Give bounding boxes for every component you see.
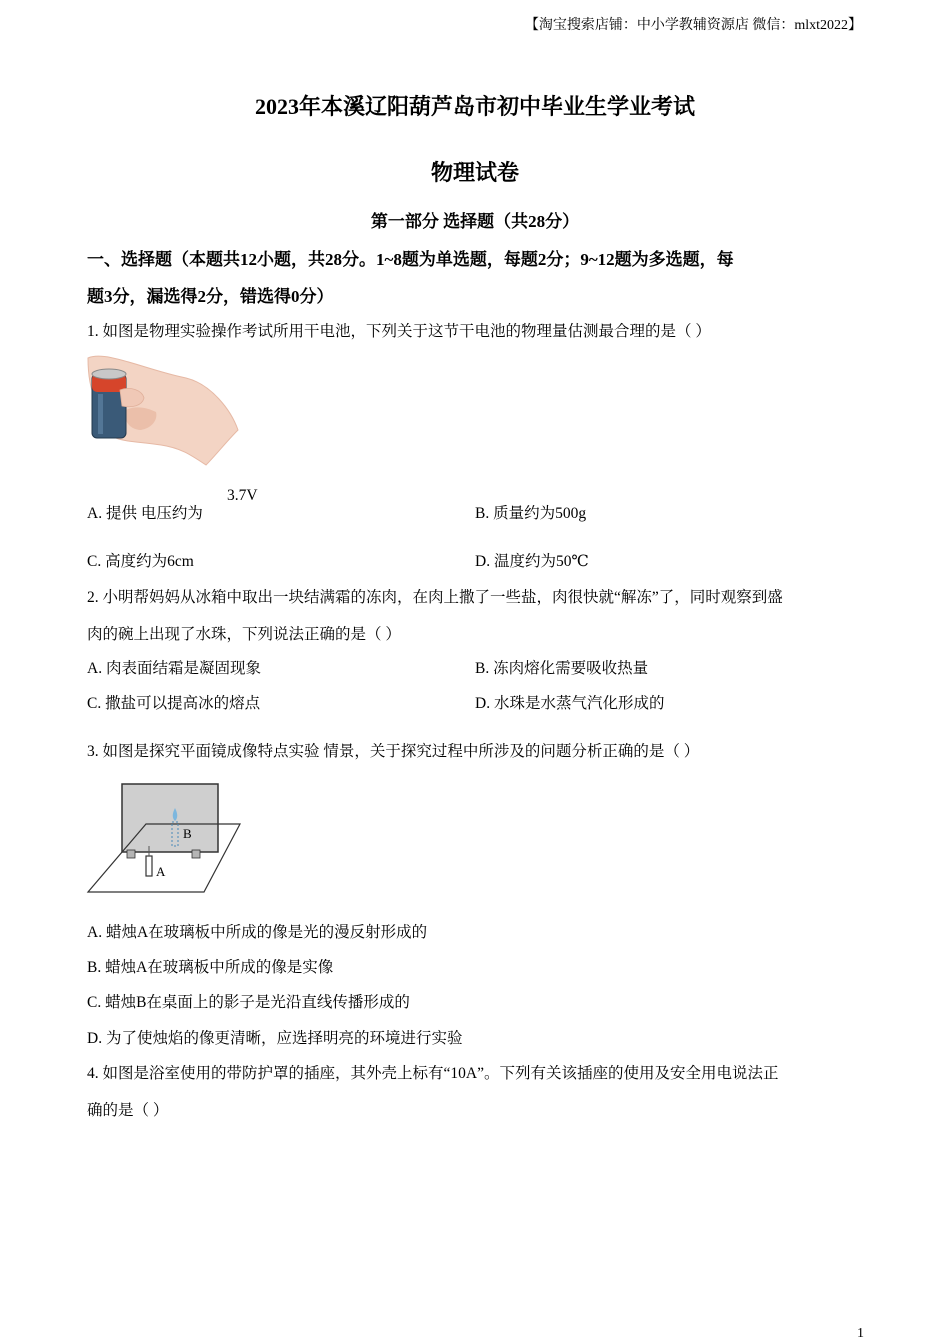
- q4-stem-line2: 确的是（ ）: [87, 1102, 169, 1119]
- exam-title: 2023年本溪辽阳葫芦岛市初中毕业生学业考试: [254, 94, 695, 119]
- battery-in-hand-figure: [86, 350, 244, 470]
- q3-option-d: D. 为了使烛焰的像更清晰，应选择明亮的环境进行实验: [87, 1030, 463, 1047]
- q1-option-b: B. 质量约为500g: [475, 505, 587, 522]
- section-heading-line2: 题3分，漏选得2分，错选得0分）: [87, 287, 334, 306]
- q4-stem-line1: 4. 如图是浴室使用的带防护罩的插座，其外壳上标有“10A”。下列有关该插座的使用及安全用电说法正: [87, 1065, 779, 1082]
- q1-option-a: [87, 501, 203, 523]
- q3-option-b: B. 蜡烛A在玻璃板中所成的像是实像: [87, 959, 334, 976]
- q2-stem-line2: 肉的碗上出现了水珠，下列说法正确的是（ ）: [87, 626, 401, 643]
- header-note: 【淘宝搜索店铺：中小学教辅资源店 微信：mlxt2022】: [524, 18, 862, 33]
- q1-option-c: C. 高度约为6cm: [87, 553, 194, 570]
- q2-stem-line1: 2. 小明帮妈妈从冰箱中取出一块结满霜的冻肉，在肉上撒了一些盐，肉很快就“解冻”了，同时观察到盛: [87, 589, 783, 606]
- q2-option-a: A. 肉表面结霜是凝固现象: [87, 660, 261, 677]
- page-number: 1: [857, 1326, 864, 1341]
- exam-subtitle: 物理试卷: [430, 160, 519, 185]
- q3-option-c: C. 蜡烛B在桌面上的影子是光沿直线传播形成的: [87, 994, 410, 1011]
- q3-stem: 3. 如图是探究平面镜成像特点实验 情景，关于探究过程中所涉及的问题分析正确的是（ ）: [87, 743, 700, 760]
- section-heading-line1: 一、选择题（本题共12小题，共28分。1~8题为单选题，每题2分；9~12题为多选题，每: [87, 250, 734, 269]
- q1-option-a-value: 3.7V: [227, 487, 258, 504]
- label-b: B: [183, 826, 192, 841]
- part-title: 第一部分 选择题（共28分）: [370, 212, 580, 231]
- plane-mirror-experiment-figure: [86, 780, 244, 896]
- q2-option-d: D. 水珠是水蒸气汽化形成的: [475, 695, 665, 712]
- q1-stem: 1. 如图是物理实验操作考试所用干电池，下列关于这节干电池的物理量估测最合理的是（ ）: [87, 323, 711, 340]
- q1-option-d: D. 温度约为50℃: [475, 553, 589, 570]
- q2-option-c: C. 撒盐可以提高冰的熔点: [87, 695, 261, 712]
- q1-option-a-text: A. 提供 电压约为: [87, 505, 203, 522]
- q3-option-a: A. 蜡烛A在玻璃板中所成的像是光的漫反射形成的: [87, 924, 428, 941]
- q2-option-b: B. 冻肉熔化需要吸收热量: [475, 660, 649, 677]
- label-a: A: [156, 864, 166, 879]
